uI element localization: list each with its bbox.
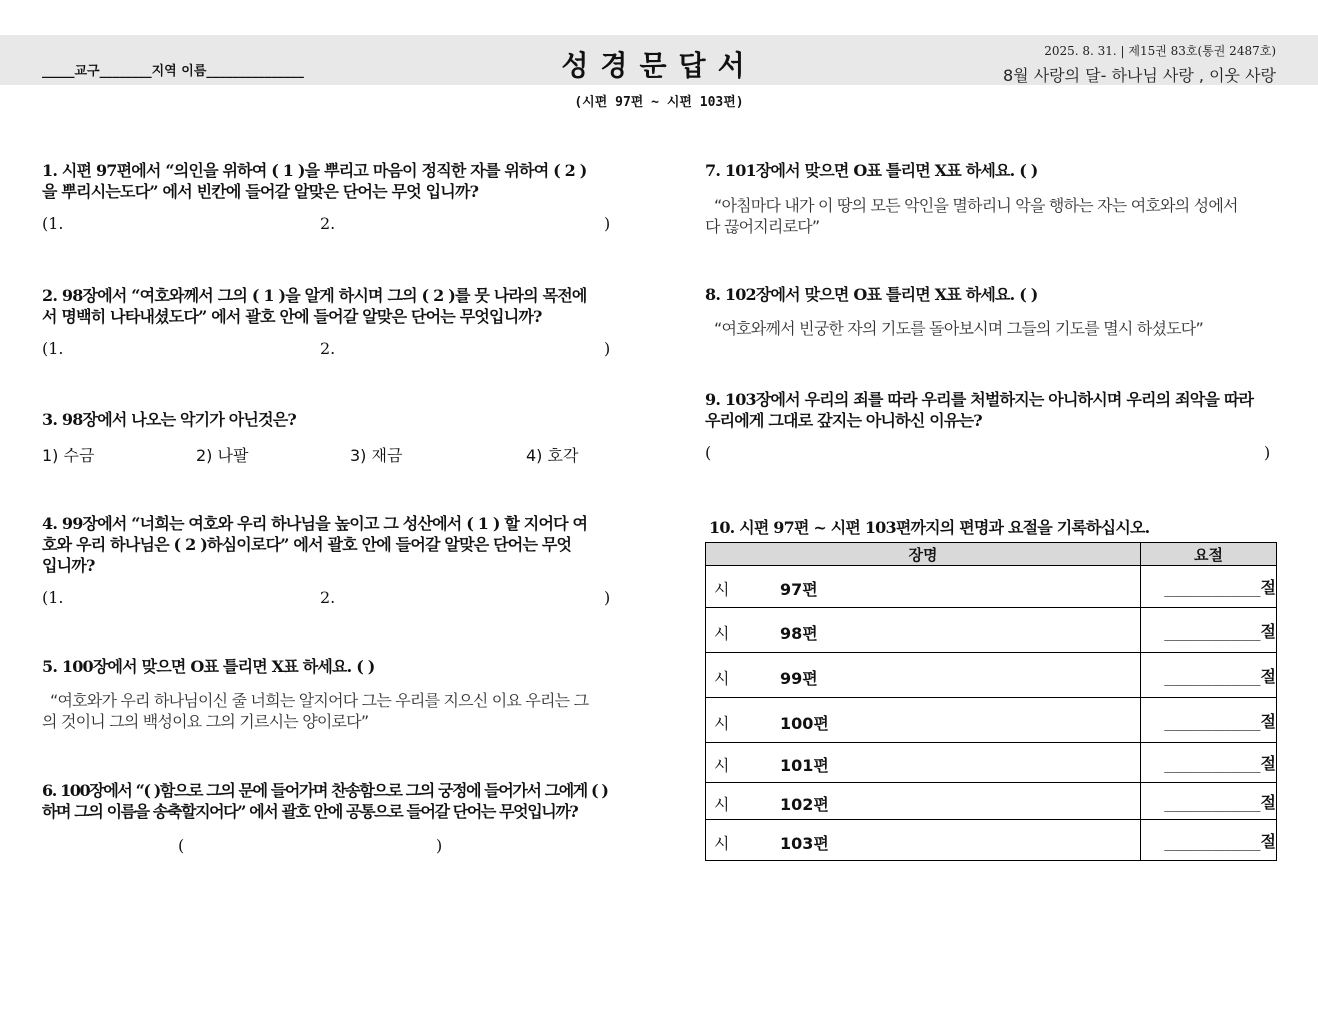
question-7: 7. 101장에서 맞으면 O표 틀리면 X표 하세요. ( )	[705, 161, 1038, 180]
question-1-line2: 을 뿌리시는도다” 에서 빈칸에 들어갈 알맞은 단어는 무엇 입니까?	[42, 182, 479, 201]
verse-blank[interactable]: __________	[1164, 754, 1261, 773]
verse-suffix: 절	[1260, 831, 1276, 851]
verse-blank[interactable]: __________	[1164, 792, 1261, 812]
verse-suffix: 절	[1260, 711, 1276, 731]
name-fields[interactable]: _____교구________지역 이름_______________	[42, 64, 304, 79]
row-prefix: 시	[714, 668, 730, 688]
question-1-line1: 1. 시편 97편에서 “의인을 위하여 ( 1 )을 뿌리고 마음이 정직한 자를 위하여 ( 2 )	[42, 161, 587, 180]
option-1[interactable]: 1) 수금	[42, 446, 95, 465]
question-7-quote-line1: “아침마다 내가 이 땅의 모든 악인을 멸하리니 악을 행하는 자는 여호와의 성에서	[714, 196, 1238, 215]
chapter-cell	[706, 698, 1141, 743]
question-7-quote-line2: 다 끊어지리로다”	[705, 217, 820, 236]
verse-cell[interactable]	[1141, 566, 1277, 608]
table-row	[706, 653, 1277, 698]
verse-blank[interactable]: __________	[1164, 711, 1261, 731]
question-10: 10. 시편 97편 ~ 시편 103편까지의 편명과 요절을 기록하십시오.	[709, 518, 1150, 537]
verse-cell[interactable]	[1141, 743, 1277, 783]
issue-date: 2025. 8. 31. | 제15권 83호(통권 2487호)	[1044, 44, 1276, 58]
header-chapter: 장명	[706, 543, 1141, 566]
verse-blank[interactable]: __________	[1164, 831, 1261, 851]
verse-cell[interactable]	[1141, 608, 1277, 653]
psalm-summary-table	[705, 542, 1277, 861]
option-4[interactable]: 4) 호각	[526, 446, 579, 465]
page-subtitle: (시편 97편 ~ 시편 103편)	[574, 95, 744, 110]
verse-blank[interactable]: __________	[1164, 578, 1261, 597]
question-6-line2: 하며 그의 이름을 송축할지어다” 에서 괄호 안에 공통으로 들어갈 단어는 무엇입니까?	[42, 802, 578, 821]
page-title: 성경문답서	[561, 49, 757, 82]
chapter-cell	[706, 653, 1141, 698]
row-prefix: 시	[714, 756, 730, 775]
answer-1-blank1[interactable]: (1.	[42, 214, 64, 233]
answer-1-close: )	[604, 214, 611, 233]
question-1	[42, 160, 587, 202]
question-4	[42, 513, 587, 576]
table-row	[706, 566, 1277, 608]
row-chapter: 97편	[780, 580, 818, 599]
verse-suffix: 절	[1260, 666, 1276, 686]
answer-9-close: )	[1264, 443, 1271, 462]
answer-6-close: )	[436, 836, 443, 855]
verse-blank[interactable]: __________	[1164, 666, 1261, 686]
table-row	[706, 783, 1277, 820]
answer-1-blank2[interactable]: 2.	[320, 214, 336, 233]
table-row	[706, 743, 1277, 783]
question-2-line1: 2. 98장에서 “여호와께서 그의 ( 1 )을 알게 하시며 그의 ( 2 )를 뭇 나라의 목전에	[42, 286, 587, 305]
question-9	[705, 389, 1253, 431]
answer-2-blank2[interactable]: 2.	[320, 339, 336, 358]
row-chapter: 103편	[780, 833, 829, 853]
question-5: 5. 100장에서 맞으면 O표 틀리면 X표 하세요. ( )	[42, 657, 375, 676]
verse-cell[interactable]	[1141, 820, 1277, 861]
verse-cell[interactable]	[1141, 783, 1277, 820]
table-row	[706, 608, 1277, 653]
answer-6-open[interactable]: (	[178, 836, 185, 855]
header-verse: 요절	[1141, 543, 1277, 566]
row-prefix: 시	[714, 580, 730, 599]
question-4-line3: 입니까?	[42, 556, 95, 575]
question-4-line1: 4. 99장에서 “너희는 여호와 우리 하나님을 높이고 그 성산에서 ( 1 ) 할 지어다 여	[42, 514, 588, 533]
chapter-cell	[706, 783, 1141, 820]
option-3[interactable]: 3) 재금	[350, 446, 403, 465]
question-7-quote	[705, 195, 1238, 237]
question-2-line2: 서 명백히 나타내셨도다” 에서 괄호 안에 들어갈 알맞은 단어는 무엇입니까?	[42, 307, 542, 326]
answer-9-open[interactable]: (	[705, 443, 712, 462]
verse-suffix: 절	[1260, 621, 1276, 641]
chapter-cell	[706, 820, 1141, 861]
question-9-line1: 9. 103장에서 우리의 죄를 따라 우리를 처벌하지는 아니하시며 우리의 죄악을 따라	[705, 390, 1254, 409]
row-prefix: 시	[714, 713, 730, 733]
question-6	[42, 780, 608, 822]
answer-4-close: )	[604, 588, 611, 607]
question-5-quote	[42, 690, 589, 732]
chapter-cell	[706, 566, 1141, 608]
verse-suffix: 절	[1260, 754, 1276, 773]
row-prefix: 시	[714, 833, 730, 853]
option-2[interactable]: 2) 나팔	[196, 446, 249, 465]
question-9-line2: 우리에게 그대로 갚지는 아니하신 이유는?	[705, 411, 982, 430]
answer-4-blank2[interactable]: 2.	[320, 588, 336, 607]
answer-4-blank1[interactable]: (1.	[42, 588, 64, 607]
verse-suffix: 절	[1260, 578, 1276, 597]
chapter-cell	[706, 743, 1141, 783]
chapter-cell	[706, 608, 1141, 653]
question-2	[42, 285, 587, 327]
verse-cell[interactable]	[1141, 653, 1277, 698]
question-8: 8. 102장에서 맞으면 O표 틀리면 X표 하세요. ( )	[705, 285, 1038, 304]
table-header-row	[706, 543, 1277, 566]
table-row	[706, 698, 1277, 743]
question-4-line2: 호와 우리 하나님은 ( 2 )하심이로다” 에서 괄호 안에 들어갈 알맞은 단어는 무엇	[42, 535, 572, 554]
row-chapter: 98편	[780, 623, 818, 643]
question-6-line1: 6. 100장에서 “( )함으로 그의 문에 들어가며 찬송함으로 그의 궁정에 들어가서 그에게 ( )	[42, 781, 608, 800]
verse-cell[interactable]	[1141, 698, 1277, 743]
question-3: 3. 98장에서 나오는 악기가 아닌것은?	[42, 410, 296, 429]
answer-2-blank1[interactable]: (1.	[42, 339, 64, 358]
question-5-quote-line2: 의 것이니 그의 백성이요 그의 기르시는 양이로다”	[42, 712, 369, 731]
row-chapter: 102편	[780, 794, 829, 814]
answer-2-close: )	[604, 339, 611, 358]
verse-suffix: 절	[1260, 792, 1276, 812]
question-5-quote-line1: “여호와가 우리 하나님이신 줄 너희는 알지어다 그는 우리를 지으신 이요 우리는 그	[50, 691, 589, 710]
row-chapter: 99편	[780, 668, 818, 688]
question-8-quote: “여호와께서 빈궁한 자의 기도를 돌아보시며 그들의 기도를 멸시 하셨도다”	[714, 319, 1203, 338]
row-chapter: 100편	[780, 713, 829, 733]
row-prefix: 시	[714, 794, 730, 814]
row-chapter: 101편	[780, 756, 829, 775]
verse-blank[interactable]: __________	[1164, 621, 1261, 641]
month-theme: 8월 사랑의 달- 하나님 사랑 , 이웃 사랑	[1002, 66, 1276, 85]
row-prefix: 시	[714, 623, 730, 643]
table-row	[706, 820, 1277, 861]
